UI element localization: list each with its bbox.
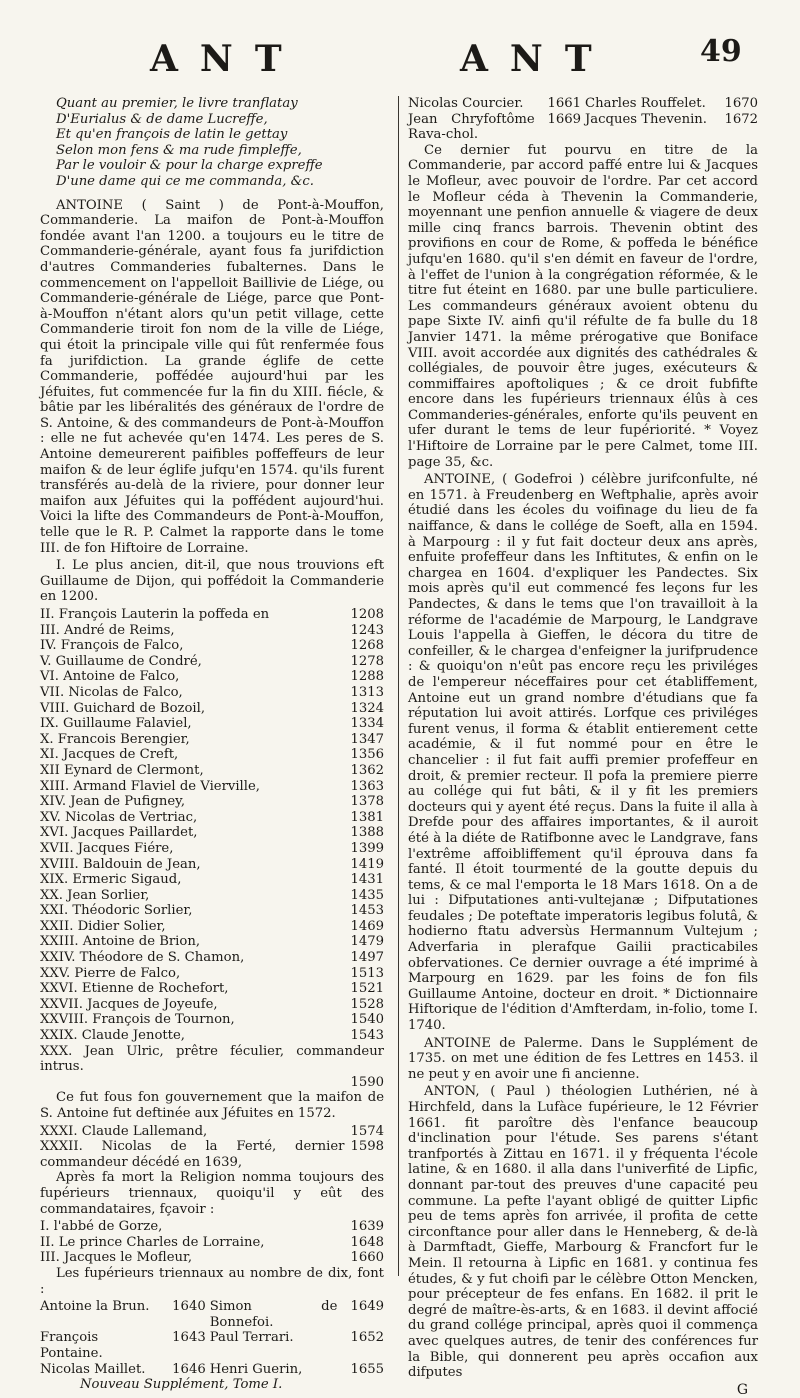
commander-row	[40, 623, 384, 639]
commander-row-name: XXIX. Claude Jenotte,	[40, 1028, 185, 1044]
commander-row-name: XIII. Armand Flaviel de Vierville,	[40, 778, 260, 794]
superior-row-cell: 1646	[172, 1361, 206, 1377]
commander-xxx-year-row	[40, 1075, 384, 1091]
superior-row	[40, 1299, 384, 1330]
commander-row	[40, 841, 384, 857]
superiors-table	[40, 1299, 384, 1377]
superior-row	[40, 1330, 384, 1361]
commander-row-year: 1362	[350, 762, 384, 778]
verse-line: Par le vouloir & pour la charge expreffe	[56, 158, 323, 174]
commander-row-name: XXV. Pierre de Falco,	[40, 965, 181, 981]
commander-row	[40, 950, 384, 966]
header-right-word: ANT	[460, 38, 614, 80]
commander-row	[40, 716, 384, 732]
header-left-word: ANT	[150, 38, 304, 80]
superior-row-cell: 1649	[350, 1299, 384, 1315]
commander-row-year: 1399	[350, 840, 384, 856]
commander-row-name: XX. Jean Sorlier,	[40, 887, 150, 903]
commander-xxx-name: XXX. Jean Ulric, prêtre féculier, commandeur intrus.	[40, 1043, 384, 1075]
commander-row	[40, 747, 384, 763]
paragraph-antoine-palerme: ANTOINE de Palerme. Dans le Supplément de 1735. on met une édition de fes Lettres en 1453. il ne peut y en avoir une fi ancienne.	[408, 1035, 758, 1082]
commandataire-row	[40, 1235, 384, 1251]
commander-row-name: XIV. Jean de Pufigney,	[40, 794, 186, 810]
commandataire-row-name: I. l'abbé de Gorze,	[40, 1219, 163, 1235]
right-top-row-cell: 1670	[724, 96, 758, 111]
commander-row-year: 1388	[350, 825, 384, 841]
superior-row-cell: 1643	[172, 1330, 206, 1346]
commander-row	[40, 888, 384, 904]
commander-row	[40, 732, 384, 748]
superior-row-cell: François Pontaine.	[40, 1330, 103, 1361]
commander-row-year: 1521	[350, 981, 384, 997]
commander-row-name: X. Francois Berengier,	[40, 731, 190, 747]
right-top-table	[408, 96, 758, 143]
commander-row-year: 1543	[350, 1028, 384, 1044]
commander-xxxi-year: 1574	[350, 1123, 384, 1139]
commander-row-name: XXI. Théodoric Sorlier,	[40, 903, 193, 919]
commandataire-row	[40, 1250, 384, 1266]
commander-row-name: XXVI. Etienne de Rochefort,	[40, 981, 229, 997]
paragraph-anton-paul: ANTON, ( Paul ) théologien Luthérien, né à Hirchfeld, dans la Lufàce fupérieure, le 12 Février 1661. fit paroître dès l'enfance beaucoup d'inclination pour l'étude. Ses parens s'étant tranfportés à Zittau en 1671. il y fréquenta l'école latine, & en 1680. il alla dans l'univerfité de Lipfic, donnant par-tout des preuves d'une capacité peu commune. La pefte l'ayant obligé de quitter Lipfic peu de tems après fon arrivée, il profita de cette circonftance pour aller dans le Henneberg, & de-là à Darmftadt, Gieffe, Marbourg & Francfort fur le Mein. Il retourna à Lipfic en 1681. y continua fes études, & y fut choifi par le célèbre Otton Mencken, pour précepteur de fes enfans. En 1682. il prit le degré de maître-ès-arts, & en 1683. il devint affocié du grand collége principal, après quoi il commença avec quelques autres, de tenir des conférences fur la Bible, qui donnerent peu après occafion aux difputes	[408, 1084, 758, 1381]
running-header	[0, 20, 800, 90]
commander-row-year: 1453	[350, 903, 384, 919]
commander-row-year: 1347	[350, 731, 384, 747]
commander-row-name: XXIV. Théodore de S. Chamon,	[40, 950, 245, 966]
commander-row	[40, 607, 384, 623]
commander-row	[40, 934, 384, 950]
commander-row-year: 1278	[350, 653, 384, 669]
commander-xxxii-name: XXXII. Nicolas de la Ferté, dernier commandeur décédé en 1639,	[40, 1139, 345, 1170]
right-top-row	[408, 112, 758, 143]
paragraph-thevenin: Ce dernier fut pourvu en titre de la Commanderie, par accord paffé entre lui & Jacques le Mofleur, avec pouvoir de l'ordre. Par cet accord le Mofleur céda à Thevenin la Commanderie, moyennant une penfion annuelle & viagere de deux mille cinq francs barrois. Thevenin obtint des provifions en cour de Rome, & poffeda le bénéfice jufqu'en 1680. qu'il s'en démit en faveur de l'ordre, à l'effet de l'union à la congrégation réformée, & le titre fut éteint en 1680. par une bulle particuliere. Les commandeurs généraux avoient obtenu du pape Sixte IV. ainfi qu'il réfulte de fa bulle du 18 Janvier 1471. la même prérogative que Boniface VIII. avoit accordée aux dignités des cathédrales & collégiales, de pouvoir être juges, exécuteurs & commiffaires apoftoliques ; & ce droit fubfifte encore dans les fupérieurs triennaux élûs à ces Commanderies-générales, enforte qu'ils peuvent en ufer durant le tems de leur fupériorité. * Voyez l'Hiftoire de Lorraine par le pere Calmet, tome III. page 35, &c.	[408, 142, 758, 470]
commander-row-year: 1356	[350, 747, 384, 763]
commander-row	[40, 857, 384, 873]
paragraph-antoine-godefroi: ANTOINE, ( Godefroi ) célèbre jurifconfulte, né en 1571. à Freudenberg en Weftphalie, après avoir étudié dans les écoles du voifinage du lieu de fa naiffance, & dans le collége de Soeft, alla en 1594. à Marpourg : il y fut fait docteur deux ans après, enfuite profeffeur dans les Inftitutes, & enfin on le chargea en 1604. d'expliquer les Pandectes. Six mois après qu'il eut commencé fes leçons fur les Pandectes, & dans le tems que l'on travailloit à la réforme de l'académie de Marpourg, le Landgrave Louis l'appella à Gieffen, le décora du titre de confeiller, & le chargea d'enfeigner la jurifprudence : & quoiqu'on n'eût pas encore reçu les priviléges de l'empereur néceffaires pour cet établiffement, Antoine eut un grand nombre d'étudians que fa réputation lui avoit attirés. Lorfque ces priviléges furent venus, il forma & établit entierement cette académie, & il fut nommé pour en être le chancelier : il fut fait auffi premier profeffeur en droit, & premier recteur. Il pofa la premiere pierre au collége qui fut bâti, & il y fit les premiers docteurs qui y ayent été reçus. Dans la fuite il alla à Drefde pour des affaires importantes, & il auroit été à la diéte de Ratifbonne avec le Landgrave, fans l'extrême affoibliffement qu'il éprouva dans fa fanté. Il étoit tourmenté de la goutte depuis du tems, & ce mal l'emporta le 18 Mars 1618. On a de lui : Difputationes anti-vultejanæ ; Difputationes feudales ; De poteftate imperatoris legibus folutâ, & hodierno ftatu adversùs Hermannum Vultejum ; Adverfaria in plerafque Gailii practicabiles obfervationes. Ce dernier ouvrage a été imprimé à Marpourg en 1629. par les foins de fon fils Guillaume Antoine, docteur en droit. * Dictionnaire Hiftorique de l'édition d'Amfterdam, in-folio, tome I. 1740.	[408, 472, 758, 1034]
commander-row-name: XVI. Jacques Paillardet,	[40, 825, 198, 841]
commander-xxxii-row	[40, 1139, 384, 1170]
superior-row-cell: Nicolas Maillet.	[40, 1361, 146, 1377]
verse-block	[56, 96, 384, 190]
commander-row	[40, 654, 384, 670]
commander-row-name: IX. Guillaume Falaviel,	[40, 716, 192, 732]
right-top-row-cell: Jacques Thevenin.	[585, 111, 707, 127]
commander-row-year: 1324	[350, 700, 384, 716]
commander-row-year: 1381	[350, 809, 384, 825]
commander-row-year: 1528	[350, 996, 384, 1012]
commander-row-year: 1540	[350, 1012, 384, 1028]
commandataire-row-year: 1648	[350, 1234, 384, 1250]
superior-row-cell: Paul Terrari.	[209, 1330, 294, 1346]
commander-row-year: 1419	[350, 856, 384, 872]
commander-row	[40, 966, 384, 982]
left-column	[40, 96, 384, 1393]
commander-row-name: VIII. Guichard de Bozoil,	[40, 700, 206, 716]
commander-row-name: XXIII. Antoine de Brion,	[40, 934, 201, 950]
commander-row-name: V. Guillaume de Condré,	[40, 653, 202, 669]
commander-row	[40, 919, 384, 935]
commander-xxxii-year: 1598	[350, 1139, 384, 1155]
commander-row	[40, 701, 384, 717]
commandataire-row-name: II. Le prince Charles de Lorraine,	[40, 1234, 265, 1250]
commander-row-name: XXVIII. François de Tournon,	[40, 1012, 235, 1028]
paragraph-superieurs-triennaux: Les fupérieurs triennaux au nombre de dix, font :	[40, 1265, 384, 1297]
commander-row	[40, 981, 384, 997]
commander-row-year: 1268	[350, 638, 384, 654]
footer-note: Nouveau Supplément, Tome I.	[80, 1377, 283, 1393]
paragraph-jesuites: Ce fut fous fon gouvernement que la maifon de S. Antoine fut deftinée aux Jéfuites en 1572.	[40, 1090, 384, 1121]
commander-row-year: 1479	[350, 934, 384, 950]
commanders-list	[40, 607, 384, 1044]
commander-row	[40, 638, 384, 654]
commander-row-name: XII Eynard de Clermont,	[40, 762, 204, 778]
superior-row-cell: 1655	[350, 1361, 384, 1377]
commander-row-name: XI. Jacques de Creft,	[40, 747, 179, 763]
commander-row	[40, 794, 384, 810]
verse-line: Quant au premier, le livre tranflatay	[56, 96, 298, 111]
right-top-row-cell: 1669	[547, 111, 581, 127]
commander-row-year: 1313	[350, 684, 384, 700]
commander-row	[40, 825, 384, 841]
commandataire-row-name: III. Jacques le Mofleur,	[40, 1250, 193, 1266]
commander-row-year: 1497	[350, 950, 384, 966]
commandataire-row-year: 1660	[350, 1250, 384, 1266]
right-top-row-cell: 1661	[547, 96, 581, 111]
verse-line: Et qu'en françois de latin le gettay	[56, 127, 288, 143]
commander-row	[40, 810, 384, 826]
commander-row-year: 1243	[350, 622, 384, 638]
commander-row	[40, 903, 384, 919]
commander-row-name: XIX. Ermeric Sigaud,	[40, 872, 182, 888]
commander-row-name: XVIII. Baldouin de Jean,	[40, 856, 201, 872]
right-top-row-cell: Charles Rouffelet.	[585, 96, 706, 111]
verse-line: Selon mon fens & ma rude fimpleffe,	[56, 142, 302, 158]
commander-row-name: XXVII. Jacques de Joyeufe,	[40, 996, 218, 1012]
commander-xxx-year: 1590	[350, 1074, 384, 1090]
commander-row-name: IV. François de Falco,	[40, 638, 184, 654]
superior-row-cell: 1652	[350, 1330, 384, 1346]
commandataires-list	[40, 1219, 384, 1266]
paragraph-antoine-pont-a-mousson: ANTOINE ( Saint ) de Pont-à-Mouffon, Commanderie. La maifon de Pont-à-Mouffon fondée avant l'an 1200. a toujours eu le titre de Commanderie-générale, ayant fous fa jurifdiction d'autres Commanderies fubalternes. Dans le commencement on l'appelloit Baillivie de Liége, ou Commanderie-générale de Liége, parce que Pont-à-Mouffon n'étant alors qu'un petit village, cette Commanderie tiroit fon nom de la ville de Liége, qui étoit la principale ville qui fût renfermée fous fa jurifdiction. La grande églife de cette Commanderie, poffédée aujourd'hui par les Jéfuites, fut commencée fur la fin du XIII. fiécle, & bâtie par les libéralités des généraux de l'ordre de S. Antoine, & des commandeurs de Pont-à-Mouffon : elle ne fut achevée qu'en 1474. Les peres de S. Antoine demeurerent paifibles poffeffeurs de leur maifon & de leur églife jufqu'en 1574. qu'ils furent transférés au-delà de la riviere, pour donner leur maifon aux Jéfuites qui la poffédent aujourd'hui. Voici la lifte des Commandeurs de Pont-à-Mouffon, telle que le R. P. Calmet la rapporte dans le tome III. de fon Hiftoire de Lorraine.	[40, 197, 384, 556]
commander-row-name: VII. Nicolas de Falco,	[40, 684, 183, 700]
right-column	[408, 96, 758, 1398]
commander-row-name: VI. Antoine de Falco,	[40, 669, 180, 685]
commander-row-name: XV. Nicolas de Vertriac,	[40, 809, 198, 825]
commander-row	[40, 685, 384, 701]
signature-mark: G	[736, 1381, 748, 1398]
commander-row	[40, 872, 384, 888]
page-number: 49	[700, 34, 742, 69]
commander-row	[40, 1028, 384, 1044]
commander-row-year: 1288	[350, 669, 384, 685]
verse-line: D'Eurialus & de dame Lucreffe,	[56, 111, 268, 127]
commander-row-year: 1431	[350, 872, 384, 888]
right-top-row	[408, 96, 758, 112]
commander-row	[40, 997, 384, 1013]
commander-row-year: 1363	[350, 778, 384, 794]
commander-row-year: 1469	[350, 918, 384, 934]
paragraph-plus-ancien: I. Le plus ancien, dit-il, que nous trouvions eft Guillaume de Dijon, qui poffédoit la Commanderie en 1200.	[40, 558, 384, 605]
commander-row-year: 1334	[350, 716, 384, 732]
commander-row	[40, 779, 384, 795]
commander-row-name: XVII. Jacques Fiére,	[40, 840, 174, 856]
superior-row	[40, 1362, 384, 1378]
superior-row-cell: 1640	[172, 1299, 206, 1315]
right-top-row-cell: Jean Chryfoftôme Rava-chol.	[408, 111, 535, 143]
column-divider	[398, 96, 399, 1276]
commander-row	[40, 669, 384, 685]
commander-row-year: 1208	[350, 607, 384, 622]
commander-row-name: III. André de Reims,	[40, 622, 175, 638]
commander-row	[40, 763, 384, 779]
commander-row-name: XXII. Didier Solier,	[40, 918, 166, 934]
commander-row	[40, 1012, 384, 1028]
right-top-row-cell: 1672	[724, 111, 758, 127]
superior-row-cell: Antoine la Brun.	[40, 1299, 150, 1315]
commander-row-year: 1435	[350, 887, 384, 903]
commander-xxxi-row	[40, 1124, 384, 1140]
commander-row-year: 1513	[350, 965, 384, 981]
superior-row-cell: Simon de Bonnefoi.	[209, 1299, 338, 1330]
commandataire-row-year: 1639	[350, 1219, 384, 1235]
commander-xxx-row	[40, 1044, 384, 1075]
paragraph-superieurs: Après fa mort la Religion nomma toujours des fupérieurs triennaux, quoiqu'il y eût des commandataires, fçavoir :	[40, 1170, 384, 1217]
commander-row-year: 1378	[350, 794, 384, 810]
commandataire-row	[40, 1219, 384, 1235]
verse-line: D'une dame qui ce me commanda, &c.	[56, 173, 314, 189]
superior-row-cell: Henri Guerin,	[209, 1361, 303, 1377]
right-top-row-cell: Nicolas Courcier.	[408, 96, 524, 111]
commander-xxxi-name: XXXI. Claude Lallemand,	[40, 1123, 208, 1139]
commander-row-name: II. François Lauterin la poffeda en	[40, 607, 270, 622]
